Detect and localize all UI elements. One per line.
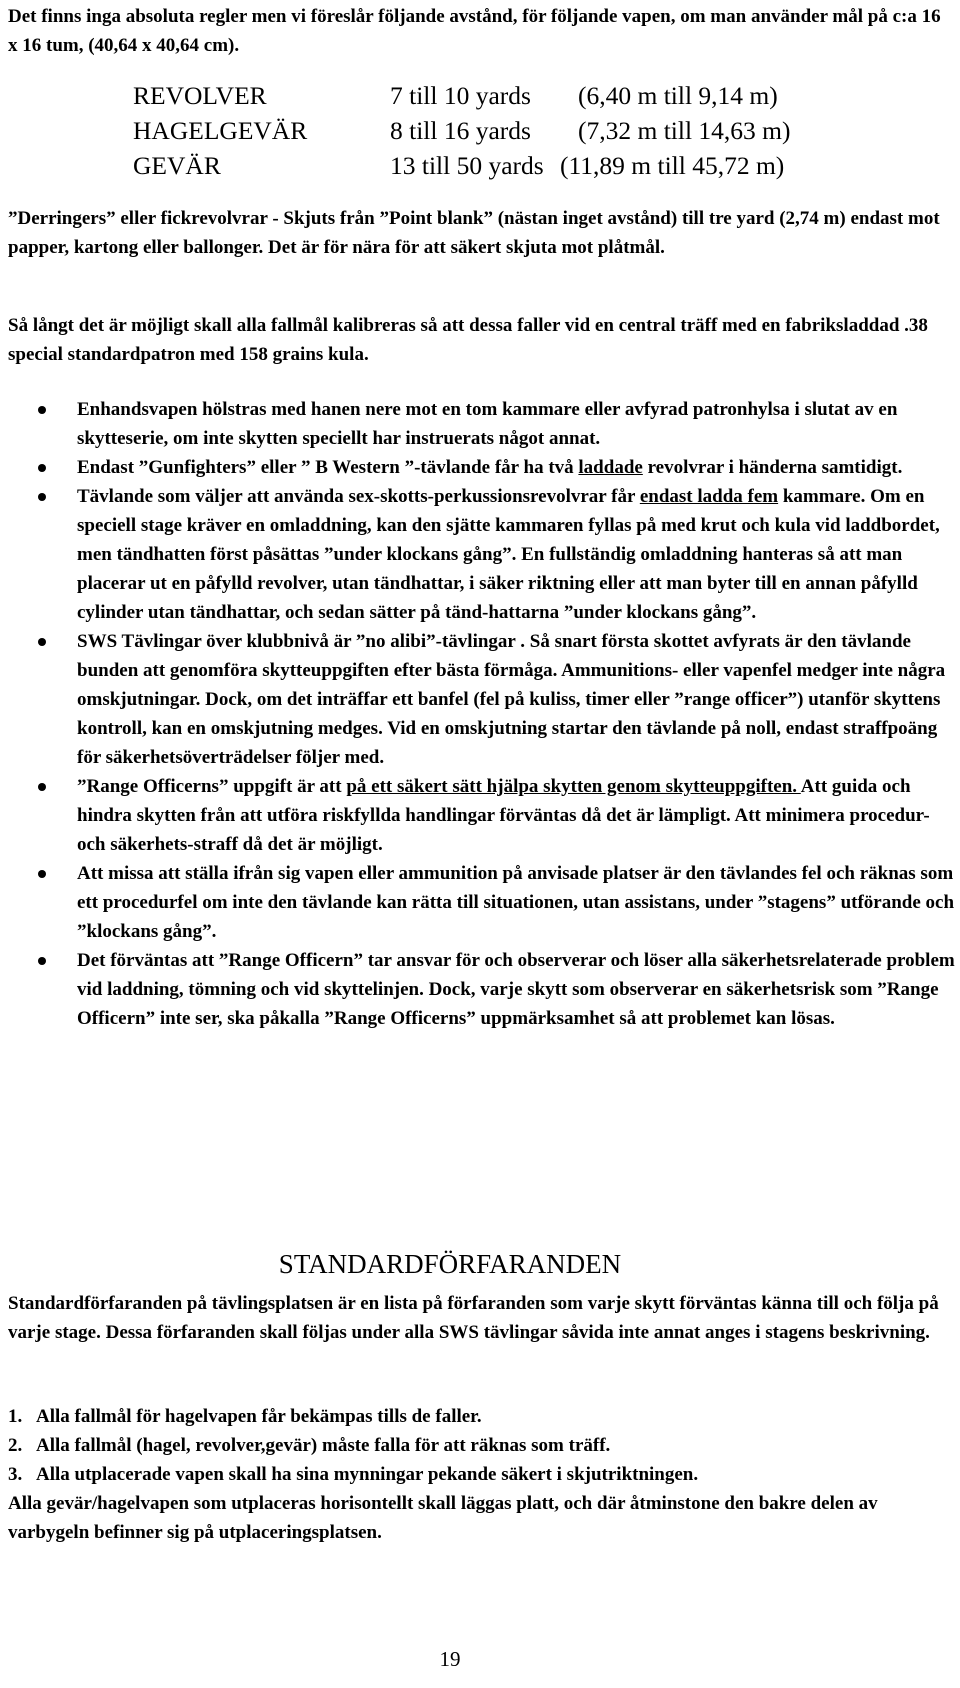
list-item-text: Det förväntas att ”Range Officern” tar ansvar för och observerar och löser alla säkerhetsrelaterade problem vid laddning, tömning och vid skyttelinjen. Dock, varje skytt som observerar en säkerhetsrisk som ”Range Officern” inte ser, ska påkalla ”Range Officerns” uppmärksamhet så att problemet kan lösas. <box>77 950 955 1029</box>
list-item-text: Alla fallmål för hagelvapen får bekämpas tills de faller. <box>36 1406 482 1427</box>
underlined-text: endast ladda fem <box>639 486 779 507</box>
list-item-text: Att missa att ställa ifrån sig vapen eller ammunition på anvisade platser är den tävlandes fel och räknas som ett procedurfel om inte den tävlande kan rätta till situationen, utan assistans, under ”stagens” utförande och ”klockans gång”. <box>77 863 955 942</box>
list-item-text: Endast ”Gunfighters” eller ” B Western ”-tävlande får ha två <box>77 457 579 478</box>
page-number: 19 <box>439 1647 461 1671</box>
list-item <box>0 627 955 772</box>
bullet-dot <box>38 957 46 965</box>
bullet-dot <box>38 406 46 414</box>
list-number: 3. <box>8 1464 23 1485</box>
distance-row <box>0 113 960 148</box>
list-item <box>8 1402 953 1431</box>
list-item <box>0 772 955 859</box>
distance-yards: 7 till 10 yards <box>390 81 531 110</box>
list-item <box>0 395 955 453</box>
list-number: 1. <box>8 1406 23 1427</box>
distance-table <box>0 78 960 183</box>
distance-yards: 13 till 50 yards <box>390 151 544 180</box>
list-item-text: ”Range Officerns” uppgift är att <box>77 776 347 797</box>
distance-row <box>0 78 960 113</box>
rules-bullet-list <box>0 395 955 1033</box>
list-item-text: revolvrar i händerna samtidigt. <box>642 457 903 478</box>
list-item-text: Alla utplacerade vapen skall ha sina mynningar pekande säkert i skjutriktningen. <box>36 1464 699 1485</box>
bullet-dot <box>38 638 46 646</box>
list-item <box>0 859 955 946</box>
bullet-dot <box>38 464 46 472</box>
list-item-text: Tävlande som väljer att använda sex-skotts-perkussionsrevolvrar får <box>77 486 640 507</box>
list-item-text: Att guida och hindra skytten från att utföra riskfyllda handlingar förväntas då det är lämpligt. Att minimera procedur- och säkerhets-straff då det är möjligt. <box>77 776 930 855</box>
list-item-text: Enhandsvapen hölstras med hanen nere mot en tom kammare eller avfyrad patronhylsa i slutat av en skytteserie, om inte skytten speciellt har instruerats något annat. <box>77 399 898 449</box>
underlined-text: laddade <box>578 457 643 478</box>
weapon-name: HAGELGEVÄR <box>133 116 308 145</box>
distance-meters: (7,32 m till 14,63 m) <box>578 116 791 145</box>
bullet-dot <box>38 493 46 501</box>
bullet-dot <box>38 783 46 791</box>
distance-meters: (11,89 m till 45,72 m) <box>560 151 785 180</box>
list-item <box>8 1460 953 1489</box>
list-item-text: kammare. Om en speciell stage kräver en omladdning, kan den sjätte kammaren fyllas på med krut och kula vid laddbordet, men tändhatten först påsättas ”under klockans gång”. En fullständig omladdning hanteras så att man placerar ut en påfylld revolver, utan tändhattar, i säker riktning eller att man byter till en annan påfylld cylinder utan tändhattar, och sedan sätter på tänd-hattarna ”under klockans gång”. <box>77 486 940 623</box>
distance-row <box>0 148 960 183</box>
weapon-name: GEVÄR <box>133 151 221 180</box>
rifles-paragraph: Alla gevär/hagelvapen som utplaceras horisontellt skall läggas platt, och där åtminstone den bakre delen av varbygeln befinner sig på utplaceringsplatsen. <box>8 1493 878 1543</box>
list-number: 2. <box>8 1435 23 1456</box>
list-item <box>0 453 955 482</box>
list-item-text: SWS Tävlingar över klubbnivå är ”no alibi”-tävlingar . Så snart första skottet avfyrats är den tävlande bunden att genomföra skytteuppgiften efter bästa förmåga. Ammunitions- eller vapenfel medger inte några omskjutningar. Dock, om det inträffar ett banfel (fel på kuliss, timer eller ”range officer”) utanför skyttens kontroll, kan en omskjutning medges. Vid en omskjutning startar den tävlande på noll, endast straffpoäng för säkerhetsöverträdelser följer med. <box>77 631 946 768</box>
numbered-list <box>8 1402 953 1489</box>
calibration-paragraph: Så långt det är möjligt skall alla fallmål kalibreras så att dessa faller vid en central träff med en fabriksladdad .38 special standardpatron med 158 grains kula. <box>8 315 928 365</box>
list-item <box>8 1431 953 1460</box>
weapon-name: REVOLVER <box>133 81 267 110</box>
distance-meters: (6,40 m till 9,14 m) <box>578 81 778 110</box>
list-item <box>0 946 955 1033</box>
bullet-dot <box>38 870 46 878</box>
list-item-text: Alla fallmål (hagel, revolver,gevär) måste falla för att räknas som träff. <box>36 1435 611 1456</box>
distance-yards: 8 till 16 yards <box>390 116 531 145</box>
intro-paragraph: Det finns inga absoluta regler men vi föreslår följande avstånd, för följande vapen, om man använder mål på c:a 16 x 16 tum, (40,64 x 40,64 cm). <box>8 6 941 56</box>
underlined-text: på ett säkert sätt hjälpa skytten genom skytteuppgiften. <box>346 776 801 797</box>
section-heading: STANDARDFÖRFARANDEN <box>278 1249 622 1280</box>
list-item <box>0 482 955 627</box>
standard-procedures-paragraph: Standardförfaranden på tävlingsplatsen är en lista på förfaranden som varje skytt förväntas känna till och följa på varje stage. Dessa förfaranden skall följas under alla SWS tävlingar såvida inte annat anges i stagens beskrivning. <box>8 1293 939 1343</box>
derringers-paragraph: ”Derringers” eller fickrevolvrar - Skjuts från ”Point blank” (nästan inget avstånd) till tre yard (2,74 m) endast mot papper, kartong eller ballonger. Det är för nära för att säkert skjuta mot plåtmål. <box>8 208 940 258</box>
